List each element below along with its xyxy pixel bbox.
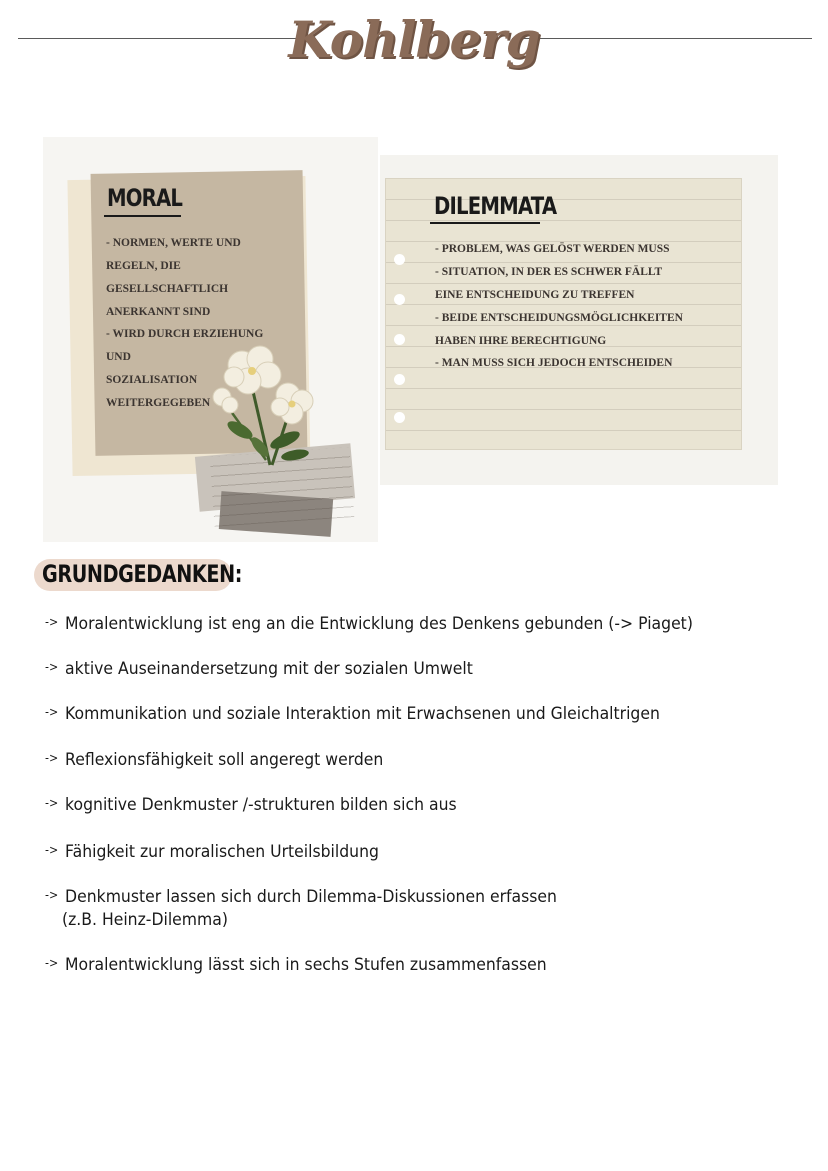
list-item bbox=[45, 795, 457, 815]
moral-line: ANERKANNT SIND bbox=[106, 306, 211, 318]
flower-bouquet-icon bbox=[200, 335, 340, 470]
moral-line: WEITERGEGEBEN bbox=[106, 397, 211, 409]
arrow-icon: -> bbox=[45, 796, 59, 810]
moral-line: SOZIALISATION bbox=[106, 374, 198, 386]
moral-line: - WIRD DURCH ERZIEHUNG bbox=[106, 328, 264, 340]
moral-line: UND bbox=[106, 351, 131, 363]
list-item bbox=[45, 842, 379, 862]
dilemmata-line: - PROBLEM, WAS GELÖST WERDEN MUSS bbox=[435, 243, 670, 255]
list-item-text: aktive Auseinandersetzung mit der sozialen Umwelt bbox=[65, 659, 473, 679]
dilemmata-line: - BEIDE ENTSCHEIDUNGSMÖGLICHKEITEN bbox=[435, 312, 683, 324]
arrow-icon: -> bbox=[45, 660, 59, 674]
arrow-icon: -> bbox=[45, 705, 59, 719]
moral-heading-underline bbox=[104, 215, 181, 217]
moral-line: REGELN, DIE bbox=[106, 260, 181, 272]
arrow-icon: -> bbox=[45, 888, 59, 902]
paper-hole bbox=[394, 374, 405, 385]
list-item bbox=[45, 887, 557, 907]
list-item-text: Reflexionsfähigkeit soll angeregt werden bbox=[65, 750, 384, 770]
paper-hole bbox=[394, 412, 405, 423]
dilemmata-heading-underline bbox=[430, 222, 540, 224]
list-item-text: Denkmuster lassen sich durch Dilemma-Diskussionen erfassen bbox=[65, 887, 557, 907]
arrow-icon: -> bbox=[45, 956, 59, 970]
arrow-icon: -> bbox=[45, 615, 59, 629]
paper-hole bbox=[394, 294, 405, 305]
list-item-text: Moralentwicklung ist eng an die Entwicklung des Denkens gebunden (-> Piaget) bbox=[65, 614, 693, 634]
page-title: Kohlberg bbox=[288, 10, 540, 69]
paper-hole bbox=[394, 254, 405, 265]
dilemmata-line: - SITUATION, IN DER ES SCHWER FÄLLT bbox=[435, 266, 663, 278]
moral-line: - NORMEN, WERTE UND bbox=[106, 237, 241, 249]
arrow-icon: -> bbox=[45, 843, 59, 857]
dilemmata-line: HABEN IHRE BERECHTIGUNG bbox=[435, 335, 607, 347]
arrow-icon: -> bbox=[45, 751, 59, 765]
list-item bbox=[45, 750, 383, 770]
list-item bbox=[45, 659, 473, 679]
paper-hole bbox=[394, 334, 405, 345]
list-item-text: Kommunikation und soziale Interaktion mit Erwachsenen und Gleichaltrigen bbox=[65, 704, 660, 724]
list-item-text: kognitive Denkmuster /-strukturen bilden sich aus bbox=[65, 795, 457, 815]
moral-line: GESELLSCHAFTLICH bbox=[106, 283, 229, 295]
list-item-text: Moralentwicklung lässt sich in sechs Stufen zusammenfassen bbox=[65, 955, 547, 975]
list-item-text: Fähigkeit zur moralischen Urteilsbildung bbox=[65, 842, 379, 862]
list-item-note: (z.B. Heinz-Dilemma) bbox=[62, 910, 228, 930]
list-item bbox=[45, 614, 693, 634]
list-item bbox=[45, 704, 660, 724]
dilemmata-line: EINE ENTSCHEIDUNG ZU TREFFEN bbox=[435, 289, 635, 301]
moral-heading: MORAL bbox=[107, 184, 183, 212]
dilemmata-line: - MAN MUSS SICH JEDOCH ENTSCHEIDEN bbox=[435, 357, 673, 369]
dilemmata-heading: DILEMMATA bbox=[434, 192, 557, 220]
list-item bbox=[45, 955, 547, 975]
grundgedanken-heading: GRUNDGEDANKEN: bbox=[42, 560, 243, 588]
